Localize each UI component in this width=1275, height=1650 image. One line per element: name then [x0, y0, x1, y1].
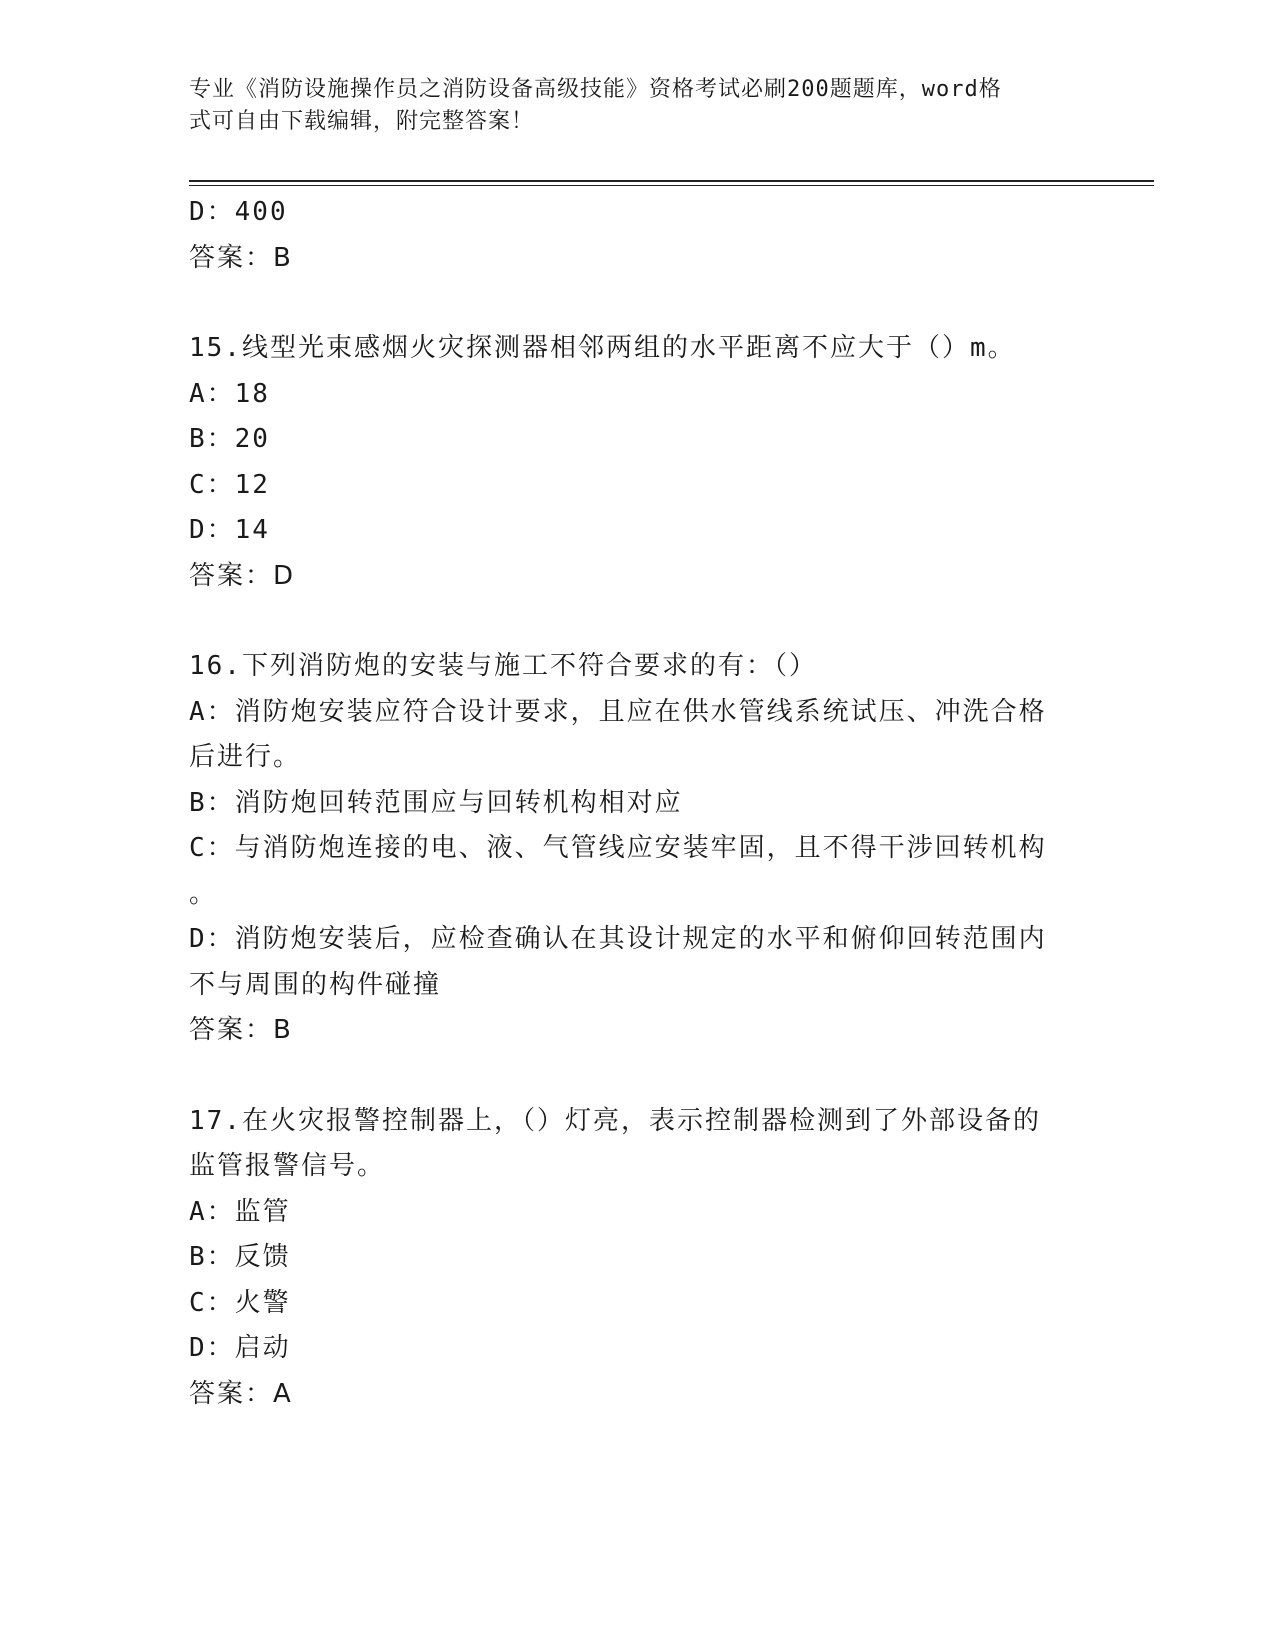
- option-a: A：监管: [189, 1196, 291, 1227]
- question-stem-continued: 监管报警信号。: [189, 1151, 386, 1181]
- question-stem: 17.在火灾报警控制器上，（）灯亮，表示控制器检测到了外部设备的: [189, 1105, 1041, 1136]
- option-d: D：400: [189, 197, 288, 227]
- option-c: C：火警: [189, 1287, 291, 1318]
- option-d: D：14: [189, 515, 270, 545]
- question-stem: 15.线型光束感烟火灾探测器相邻两组的水平距离不应大于（）m。: [189, 333, 1016, 363]
- document-header: [189, 74, 1069, 138]
- option-c: C：与消防炮连接的电、液、气管线应安装牢固，且不得干涉回转机构: [189, 833, 1047, 863]
- header-divider-thick: [189, 180, 1154, 182]
- option-c: C：12: [189, 469, 270, 500]
- answer-line: 答案：D: [189, 560, 296, 591]
- question-content: [189, 190, 1079, 1417]
- question-17: [189, 1099, 1079, 1418]
- question-15: [189, 326, 1079, 599]
- option-a: A：消防炮安装应符合设计要求，且应在供水管线系统试压、冲洗合格: [189, 696, 1047, 727]
- option-c-continued: 。: [189, 878, 218, 909]
- option-a: A：18: [189, 378, 270, 409]
- question-14-tail: [189, 190, 1079, 281]
- header-line-1: 专业《消防设施操作员之消防设备高级技能》资格考试必刷200题题库，word格: [189, 77, 1002, 102]
- answer-line: 答案：B: [189, 242, 293, 273]
- option-d: D：消防炮安装后，应检查确认在其设计规定的水平和俯仰回转范围内: [189, 924, 1047, 954]
- question-stem: 16.下列消防炮的安装与施工不符合要求的有：（）: [189, 651, 817, 681]
- header-line-2: 式可自由下载编辑，附完整答案！: [189, 109, 535, 134]
- answer-line: 答案：A: [189, 1378, 293, 1409]
- option-a-continued: 后进行。: [189, 742, 302, 772]
- option-d-continued: 不与周围的构件碰撞: [189, 969, 442, 1000]
- option-b: B：消防炮回转范围应与回转机构相对应: [189, 787, 683, 818]
- header-divider-thin: [189, 185, 1154, 186]
- option-b: B：反馈: [189, 1242, 291, 1272]
- option-d: D：启动: [189, 1333, 291, 1363]
- answer-line: 答案：B: [189, 1015, 293, 1045]
- question-16: [189, 644, 1079, 1054]
- option-b: B：20: [189, 424, 270, 454]
